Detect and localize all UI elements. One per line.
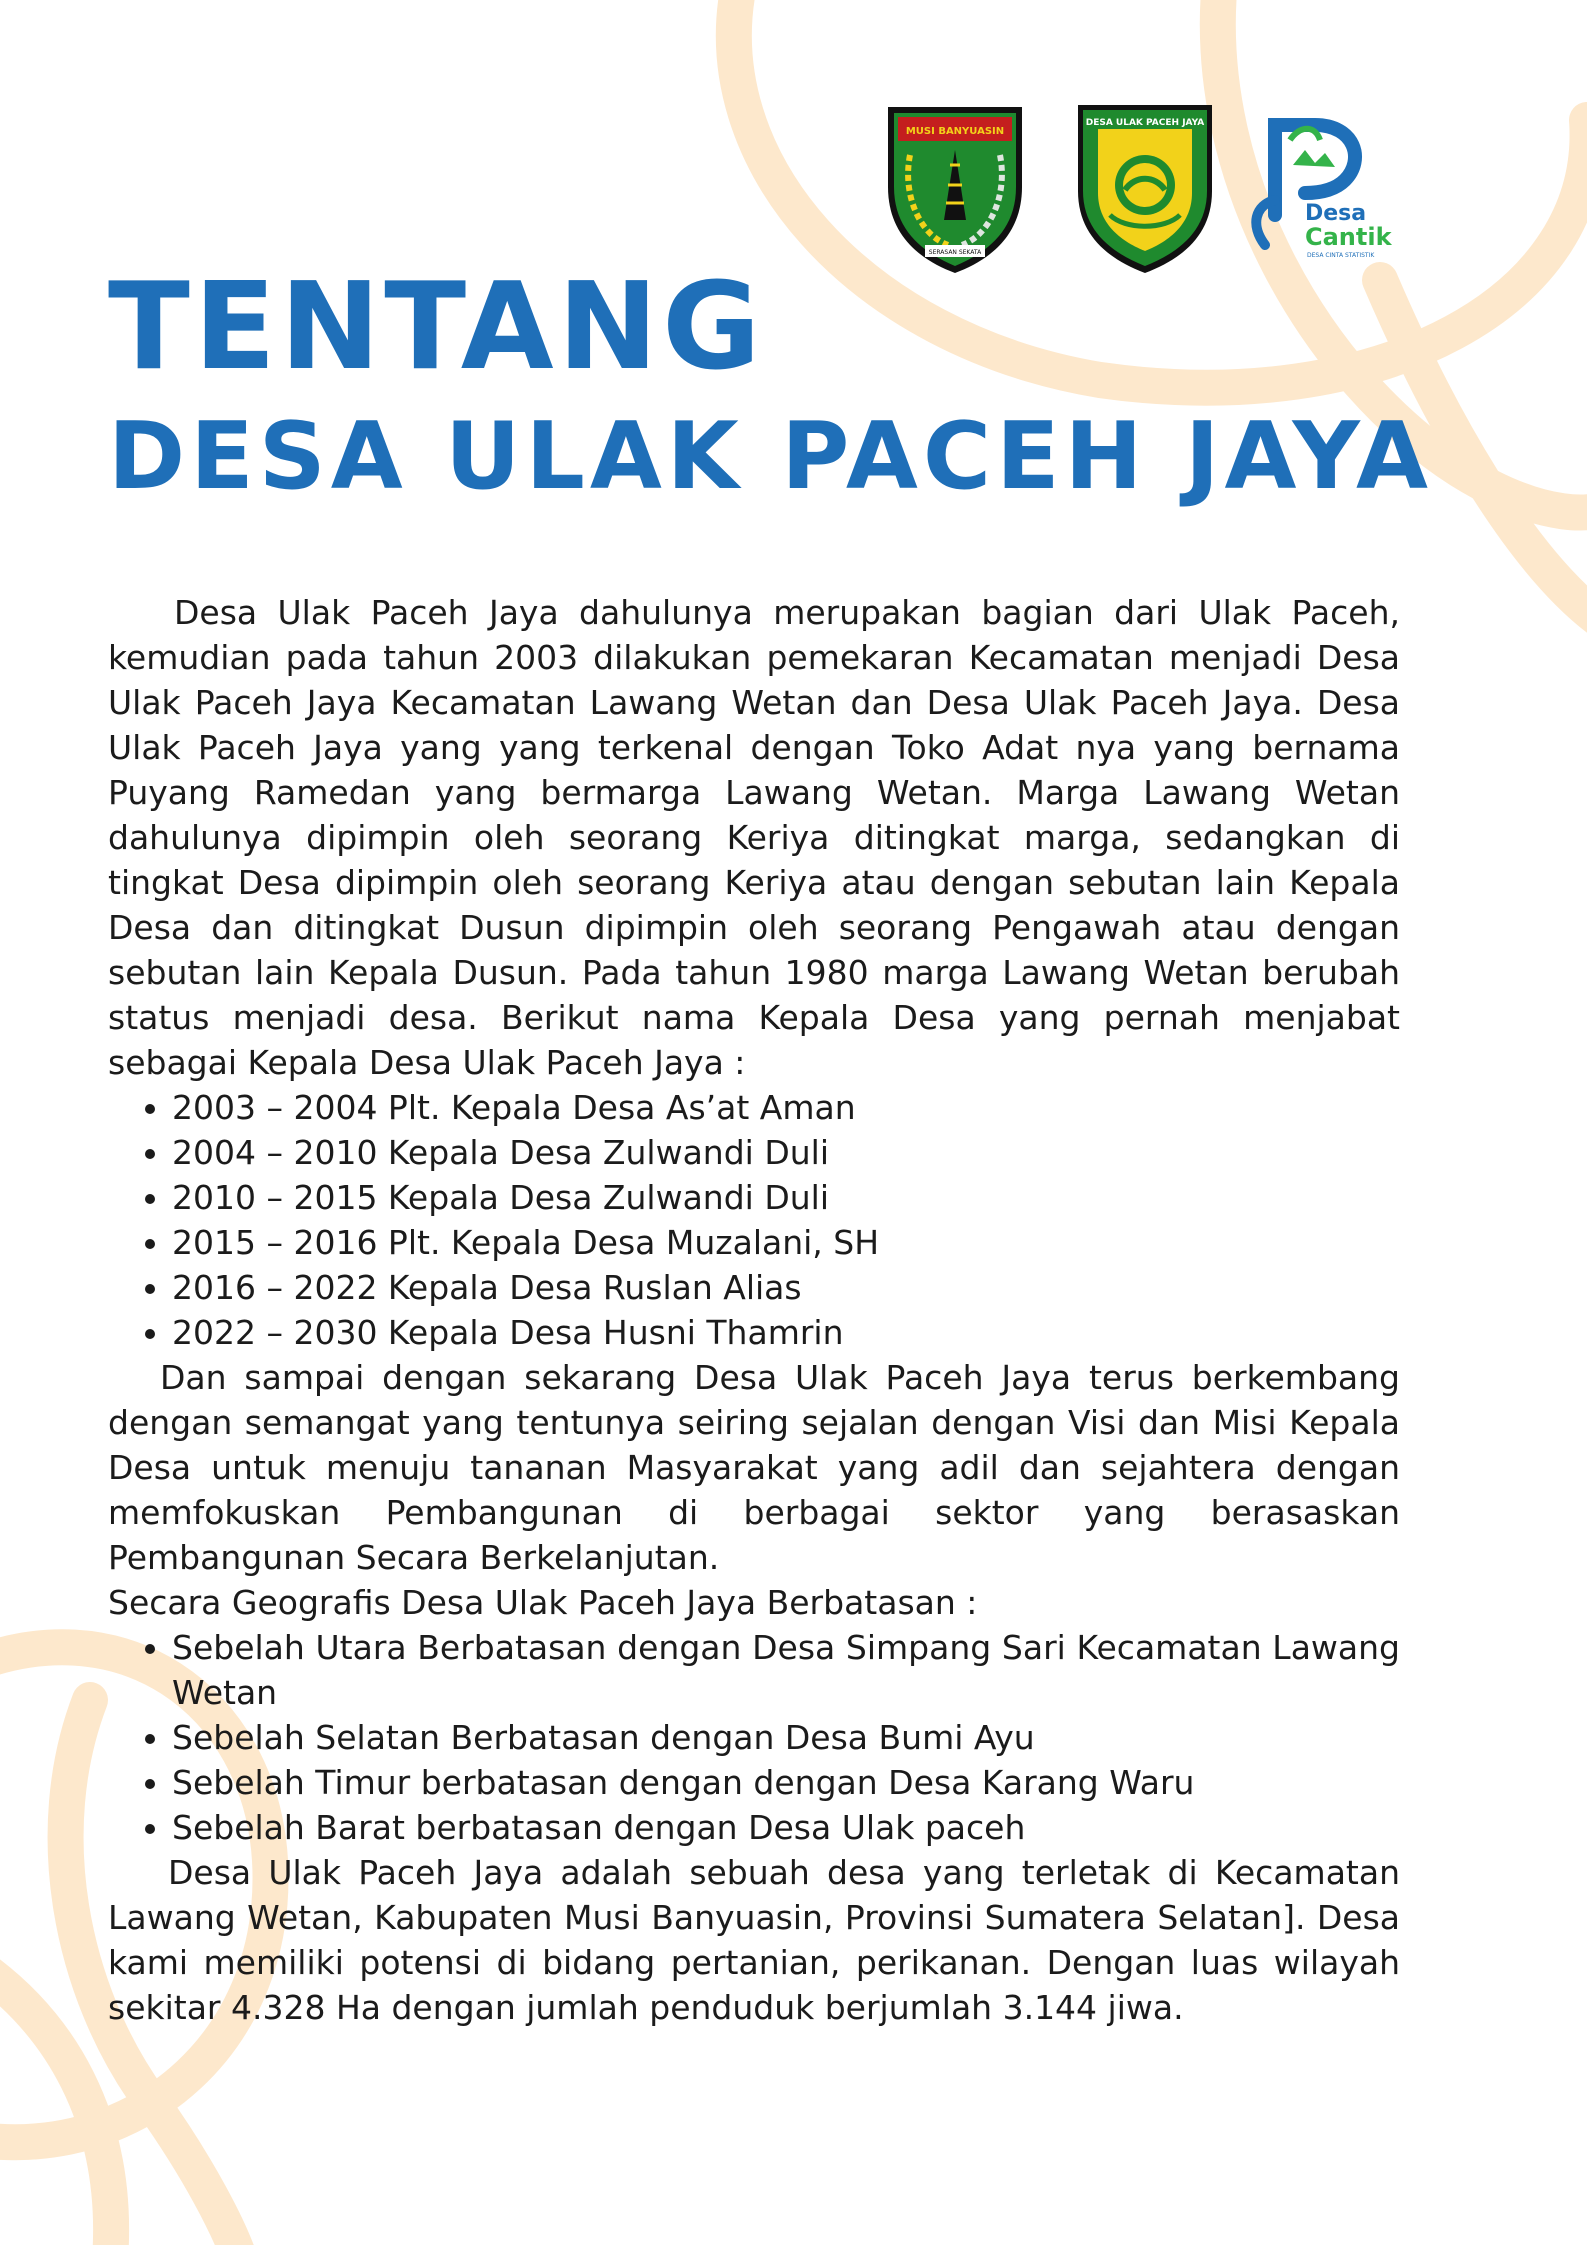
list-item: • Sebelah Timur berbatasan dengan dengan Desa Karang Waru: [172, 1760, 1400, 1805]
ulak-paceh-jaya-emblem-icon: [1070, 95, 1220, 275]
article-body: [108, 590, 1400, 2030]
list-item: • 2016 – 2022 Kepala Desa Ruslan Alias: [172, 1265, 1400, 1310]
list-item: • Sebelah Selatan Berbatasan dengan Desa Bumi Ayu: [172, 1715, 1400, 1760]
musi-banyuasin-emblem-icon: [880, 95, 1030, 275]
list-item: • Sebelah Barat berbatasan dengan Desa Ulak paceh: [172, 1805, 1400, 1850]
desa-cantik-name-2: Cantik: [1305, 223, 1392, 251]
desa-cantik-logo-icon: [1245, 105, 1420, 265]
list-item: • 2015 – 2016 Plt. Kepala Desa Muzalani, SH: [172, 1220, 1400, 1265]
borders-list: [108, 1625, 1400, 1850]
development-paragraph: Dan sampai dengan sekarang Desa Ulak Paceh Jaya terus berkembang dengan semangat yang tentunya seiring sejalan dengan Visi dan Misi Kepala Desa untuk menuju tananan Masyarakat yang adil dan sejahtera dengan memfokuskan Pembangunan di berbagai sektor yang berasaskan Pembangunan Secara Berkelanjutan.: [108, 1358, 1400, 1577]
emblem-1-bottom-text: SERASAN SEKATA: [928, 249, 982, 256]
borders-intro: Secara Geografis Desa Ulak Paceh Jaya Berbatasan :: [108, 1583, 978, 1622]
intro-paragraph: Desa Ulak Paceh Jaya dahulunya merupakan bagian dari Ulak Paceh, kemudian pada tahun 2003 dilakukan pemekaran Kecamatan menjadi Desa Ulak Paceh Jaya Kecamatan Lawang Wetan dan Desa Ulak Paceh Jaya. Desa Ulak Paceh Jaya yang yang terkenal dengan Toko Adat nya yang bernama Puyang Ramedan yang bermarga Lawang Wetan. Marga Lawang Wetan dahulunya dipimpin oleh seorang Keriya ditingkat marga, sedangkan di tingkat Desa dipimpin oleh seorang Keriya atau dengan sebutan lain Kepala Desa dan ditingkat Dusun dipimpin oleh seorang Pengawah atau dengan sebutan lain Kepala Dusun. Pada tahun 1980 marga Lawang Wetan berubah status menjadi desa. Berikut nama Kepala Desa yang pernah menjabat sebagai Kepala Desa Ulak Paceh Jaya :: [108, 593, 1400, 1082]
desa-cantik-name-1: Desa: [1305, 201, 1367, 226]
list-item: • 2022 – 2030 Kepala Desa Husni Thamrin: [172, 1310, 1400, 1355]
list-item: • 2010 – 2015 Kepala Desa Zulwandi Duli: [172, 1175, 1400, 1220]
closing-paragraph: Desa Ulak Paceh Jaya adalah sebuah desa yang terletak di Kecamatan Lawang Wetan, Kabupaten Musi Banyuasin, Provinsi Sumatera Selatan]. Desa kami memiliki potensi di bidang pertanian, perikanan. Dengan luas wilayah sekitar 4.328 Ha dengan jumlah penduduk berjumlah 3.144 jiwa.: [108, 1853, 1400, 2027]
list-item: • Sebelah Utara Berbatasan dengan Desa Simpang Sari Kecamatan Lawang Wetan: [172, 1625, 1400, 1715]
village-heads-list: [108, 1085, 1400, 1355]
desa-cantik-tagline: DESA CINTA STATISTIK: [1307, 252, 1375, 259]
list-item: • 2003 – 2004 Plt. Kepala Desa As’at Aman: [172, 1085, 1400, 1130]
list-item: • 2004 – 2010 Kepala Desa Zulwandi Duli: [172, 1130, 1400, 1175]
page-subtitle: DESA ULAK PACEH JAYA: [108, 402, 1433, 510]
logo-row: [880, 95, 1420, 275]
page-title: TENTANG: [108, 258, 765, 397]
emblem-1-top-text: MUSI BANYUASIN: [905, 126, 1005, 137]
emblem-2-top-text: DESA ULAK PACEH JAYA: [1085, 118, 1205, 128]
